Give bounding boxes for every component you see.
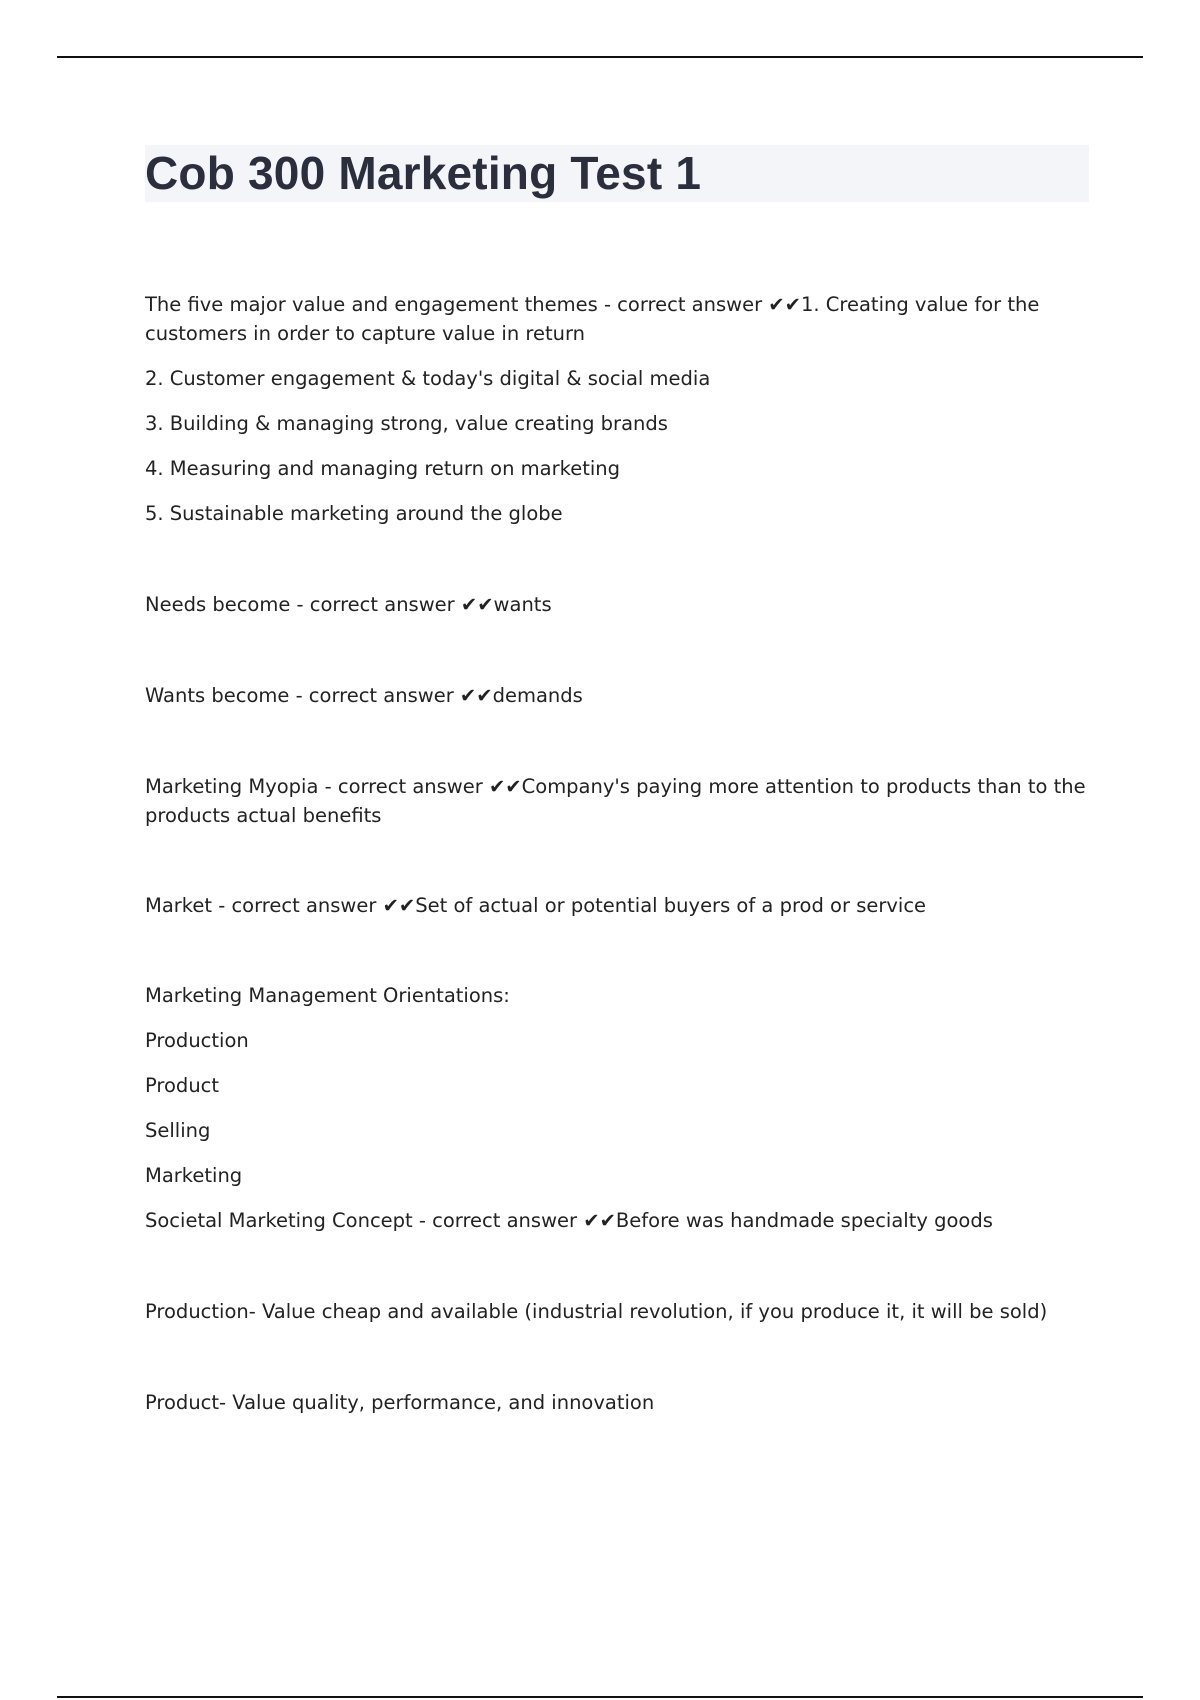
top-rule — [57, 56, 1143, 58]
page-title: Cob 300 Marketing Test 1 — [145, 147, 702, 199]
list-item: 4. Measuring and managing return on marketing — [145, 457, 620, 480]
paragraph-production: Production- Value cheap and available (industrial revolution, if you produce it, it will be sold) — [145, 1300, 1048, 1323]
list-item: 5. Sustainable marketing around the globe — [145, 502, 563, 525]
bottom-rule — [57, 1696, 1143, 1698]
paragraph-themes: The five major value and engagement themes - correct answer ✔✔1. Creating value for the customers in order to capture value in return — [145, 293, 1040, 345]
paragraph-societal: Societal Marketing Concept - correct answer ✔✔Before was handmade specialty goods — [145, 1209, 993, 1232]
list-item: Selling — [145, 1119, 211, 1142]
paragraph-orientations-heading: Marketing Management Orientations: — [145, 984, 510, 1007]
paragraph-wants: Wants become - correct answer ✔✔demands — [145, 684, 583, 707]
list-item: Product — [145, 1074, 220, 1097]
list-item: 3. Building & managing strong, value creating brands — [145, 412, 668, 435]
document-body — [145, 290, 1090, 1417]
paragraph-product: Product- Value quality, performance, and innovation — [145, 1391, 655, 1414]
paragraph-market: Market - correct answer ✔✔Set of actual or potential buyers of a prod or service — [145, 894, 927, 917]
paragraph-myopia: Marketing Myopia - correct answer ✔✔Company's paying more attention to products than to the products actual benefits — [145, 775, 1086, 827]
list-item: Production — [145, 1029, 249, 1052]
paragraph-needs: Needs become - correct answer ✔✔wants — [145, 593, 552, 616]
list-item: Marketing — [145, 1164, 243, 1187]
list-item: 2. Customer engagement & today's digital & social media — [145, 367, 711, 390]
